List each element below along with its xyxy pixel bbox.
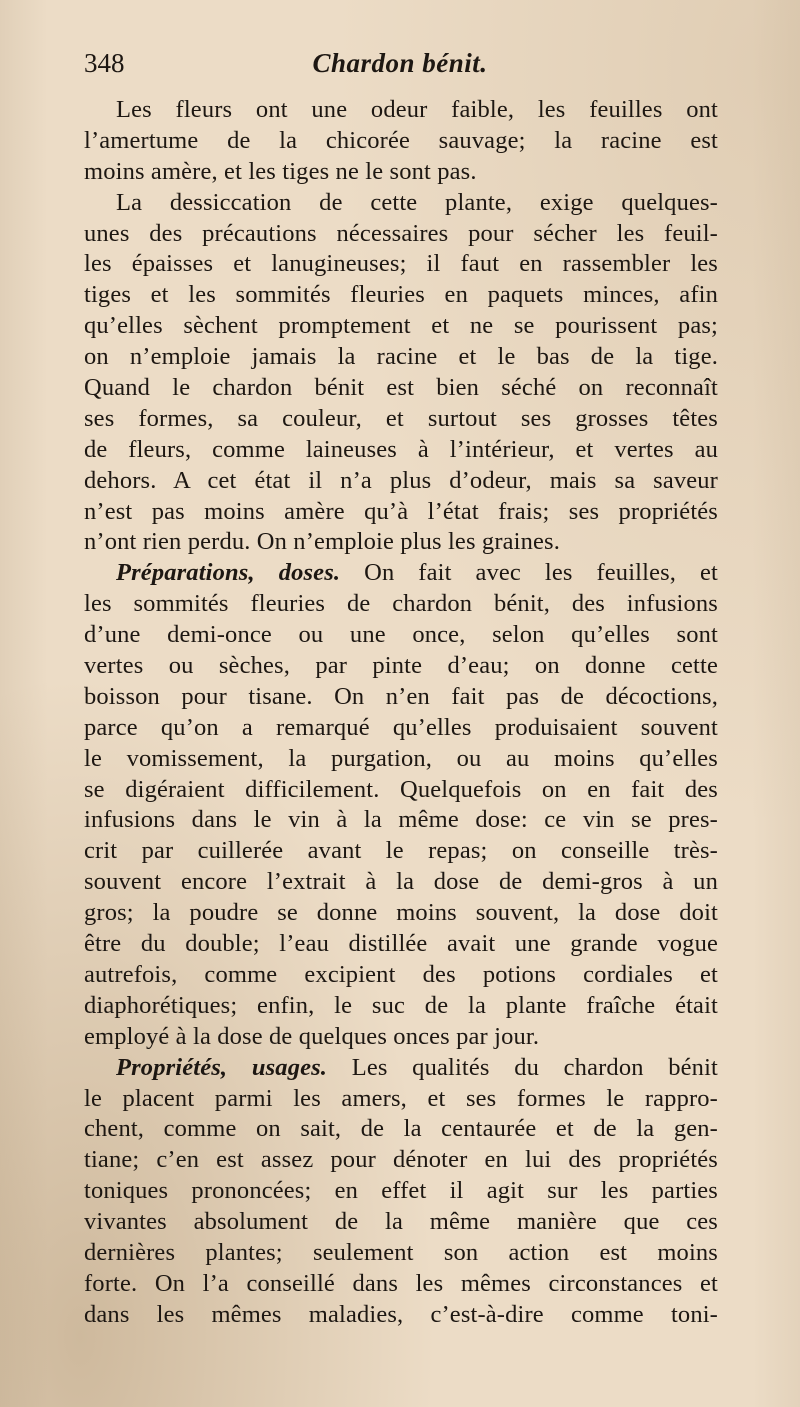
- text-run: qu’elles sèchent promptement et ne se pourissent pas;: [84, 312, 718, 340]
- text-line: [84, 558, 718, 589]
- text-line: [84, 404, 718, 435]
- text-run: parce qu’on a remarqué qu’elles produisaient souvent: [84, 713, 718, 741]
- text-line: [84, 126, 718, 157]
- text-run: être du double; l’eau distillée avait une grande vogue: [84, 930, 718, 958]
- text-run: n’est pas moins amère qu’à l’état frais; ses propriétés: [84, 497, 718, 525]
- text-line: [84, 188, 718, 219]
- text-line: [84, 219, 718, 250]
- text-line: [84, 1114, 718, 1145]
- text-run: vertes ou sèches, par pinte d’eau; on donne cette: [84, 652, 718, 680]
- text-line: [84, 311, 718, 342]
- text-run: gros; la poudre se donne moins souvent, la dose doit: [84, 899, 718, 927]
- text-run: de fleurs, comme laineuses à l’intérieur, et vertes au: [84, 435, 718, 463]
- text-run: le placent parmi les amers, et ses formes le rappro-: [84, 1084, 718, 1112]
- text-line: [84, 929, 718, 960]
- text-line: [84, 497, 718, 528]
- text-line: [84, 713, 718, 744]
- text-line: [84, 1022, 718, 1053]
- text-line: [84, 249, 718, 280]
- text-line: [84, 466, 718, 497]
- text-run: dehors. A cet état il n’a plus d’odeur, mais sa saveur: [84, 466, 718, 494]
- text-run: on n’emploie jamais la racine et le bas de la tige.: [84, 343, 718, 371]
- text-run: employé à la dose de quelques onces par jour.: [84, 1022, 540, 1050]
- text-line: [84, 1300, 718, 1331]
- text-line: [84, 373, 718, 404]
- text-run: On fait avec les feuilles, et: [340, 559, 718, 587]
- text-run: infusions dans le vin à la même dose: ce vin se pres-: [84, 806, 718, 834]
- text-line: [84, 867, 718, 898]
- text-run: autrefois, comme excipient des potions cordiales et: [84, 960, 718, 988]
- text-run: crit par cuillerée avant le repas; on conseille très-: [84, 837, 718, 865]
- text-run: les épaisses et lanugineuses; il faut en rassembler les: [84, 250, 718, 278]
- text-line: [84, 589, 718, 620]
- text-line: [84, 744, 718, 775]
- text-run: diaphorétiques; enfin, le suc de la plante fraîche était: [84, 991, 718, 1019]
- text-run: moins amère, et les tiges ne le sont pas.: [84, 157, 477, 185]
- text-line: [84, 651, 718, 682]
- text-line: [84, 1145, 718, 1176]
- text-run: vivantes absolument de la même manière que ces: [84, 1208, 718, 1236]
- text-line: [84, 960, 718, 991]
- text-run: Les fleurs ont une odeur faible, les feuilles ont: [116, 96, 718, 123]
- text-line: [84, 682, 718, 713]
- text-line: [84, 1053, 718, 1084]
- text-run: Les qualités du chardon bénit: [327, 1053, 718, 1081]
- body-text: [84, 95, 718, 1331]
- text-line: [84, 435, 718, 466]
- text-run: forte. On l’a conseillé dans les mêmes circonstances et: [84, 1269, 718, 1297]
- text-run: tiges et les sommités fleuries en paquets minces, afin: [84, 281, 718, 309]
- text-line: [84, 805, 718, 836]
- text-run: l’amertume de la chicorée sauvage; la racine est: [84, 126, 718, 154]
- text-line: [84, 991, 718, 1022]
- text-line: [84, 1238, 718, 1269]
- text-line: [84, 280, 718, 311]
- text-line: [84, 1084, 718, 1115]
- text-run: le vomissement, la purgation, ou au moins qu’elles: [84, 744, 718, 772]
- text-line: [84, 1176, 718, 1207]
- text-run: d’une demi-once ou une once, selon qu’elles sont: [84, 621, 718, 649]
- text-run: toniques prononcées; en effet il agit sur les parties: [84, 1177, 718, 1205]
- section-heading: Préparations, doses.: [116, 559, 341, 587]
- text-run: dernières plantes; seulement son action est moins: [84, 1238, 718, 1266]
- text-line: [84, 95, 718, 126]
- text-run: souvent encore l’extrait à la dose de demi-gros à un: [84, 868, 718, 896]
- text-run: dans les mêmes maladies, c’est-à-dire comme toni-: [84, 1300, 718, 1328]
- text-run: se digéraient difficilement. Quelquefois on en fait des: [84, 775, 718, 803]
- text-line: [84, 898, 718, 929]
- text-run: chent, comme on sait, de la centaurée et de la gen-: [84, 1115, 718, 1143]
- text-line: [84, 775, 718, 806]
- text-line: [84, 157, 718, 188]
- text-run: boisson pour tisane. On n’en fait pas de décoctions,: [84, 682, 718, 710]
- text-line: [84, 836, 718, 867]
- text-run: tiane; c’en est assez pour dénoter en lui des propriétés: [84, 1146, 718, 1174]
- text-line: [84, 527, 718, 558]
- text-run: La dessiccation de cette plante, exige quelques-: [116, 188, 718, 216]
- page-header: [84, 48, 716, 88]
- text-run: Quand le chardon bénit est bien séché on reconnaît: [84, 374, 718, 402]
- page-number: 348: [84, 48, 125, 78]
- text-line: [84, 1269, 718, 1300]
- text-line: [84, 342, 718, 373]
- text-run: unes des précautions nécessaires pour sécher les feuil-: [84, 219, 718, 247]
- running-title: Chardon bénit.: [312, 48, 488, 78]
- section-heading: Propriétés, usages.: [116, 1053, 328, 1081]
- text-line: [84, 620, 718, 651]
- text-run: n’ont rien perdu. On n’emploie plus les graines.: [84, 528, 560, 556]
- text-line: [84, 1207, 718, 1238]
- text-run: les sommités fleuries de chardon bénit, des infusions: [84, 590, 718, 618]
- text-run: ses formes, sa couleur, et surtout ses grosses têtes: [84, 404, 718, 432]
